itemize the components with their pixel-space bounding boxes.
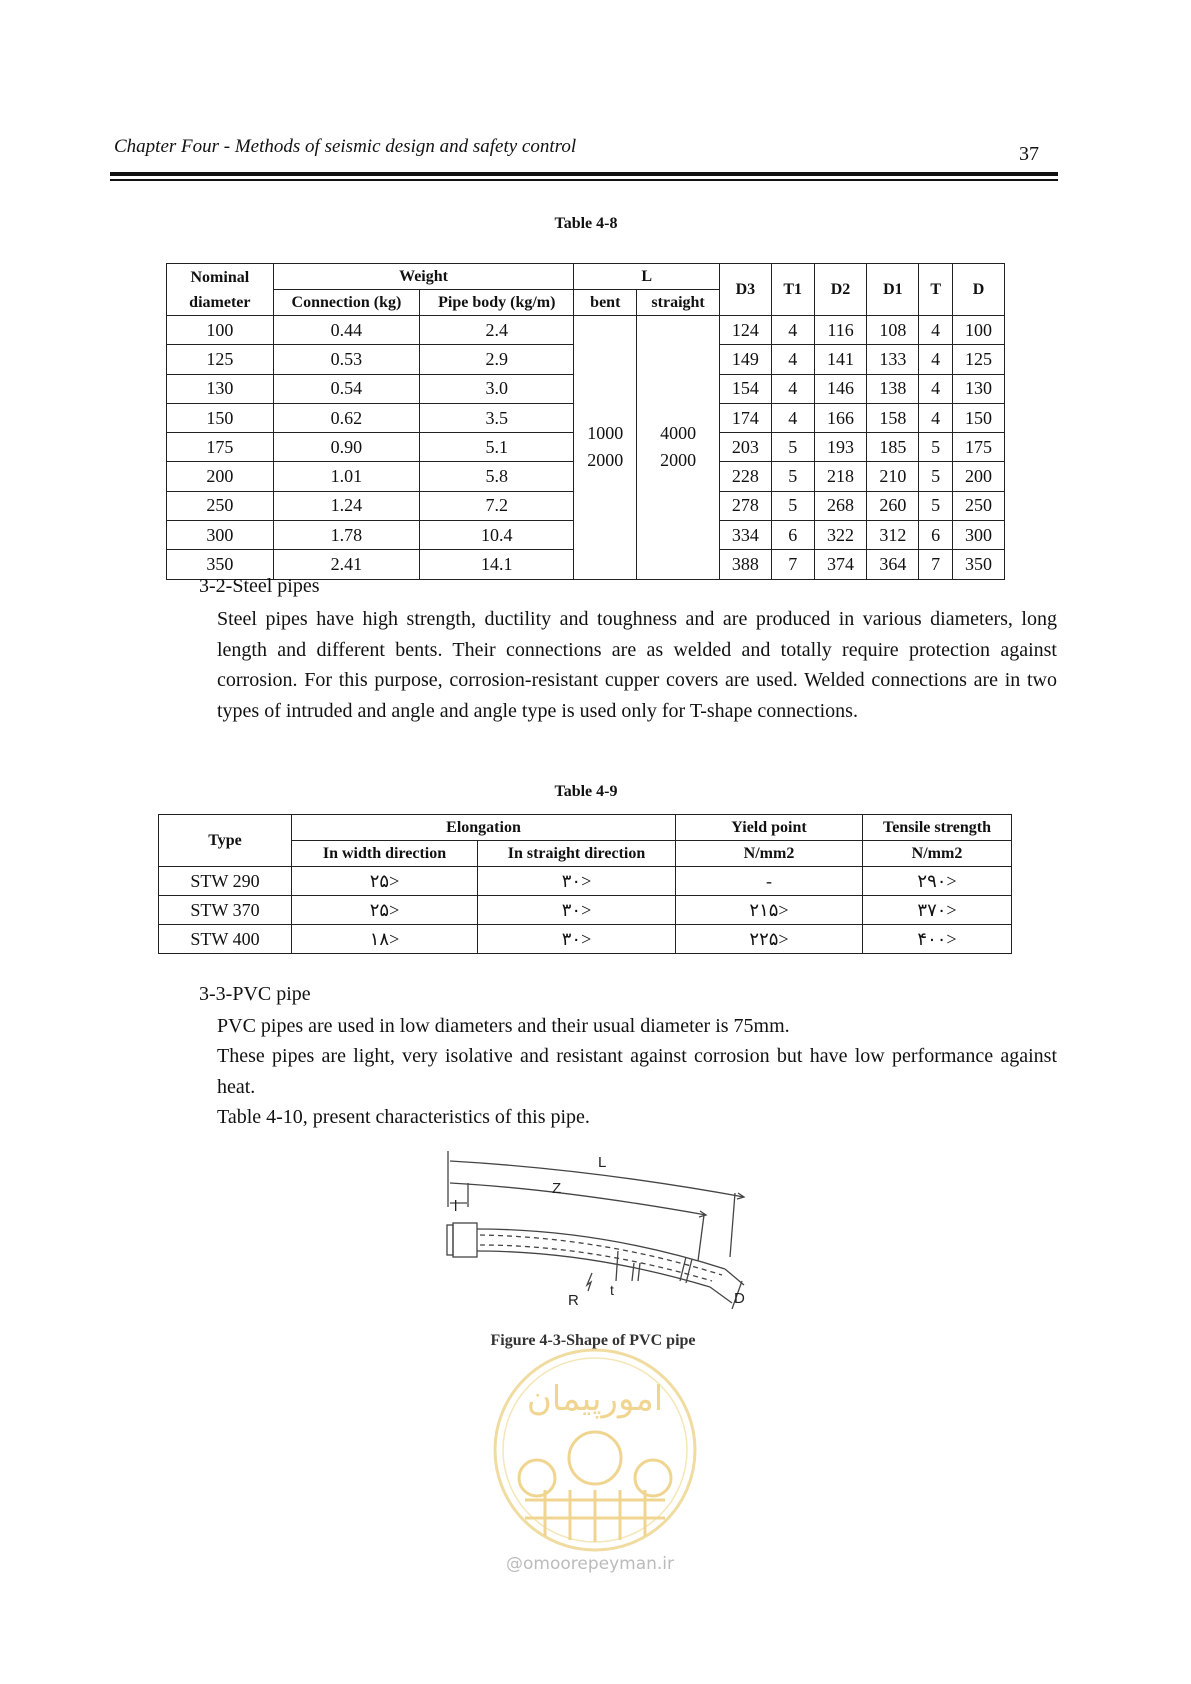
- col-T1: T1: [771, 264, 814, 316]
- cell: 130: [167, 374, 274, 403]
- col-D: D: [953, 264, 1005, 316]
- table-row: [167, 316, 1005, 345]
- cell: 154: [719, 374, 771, 403]
- bent-values: 1000 2000: [574, 316, 637, 580]
- cell: 100: [167, 316, 274, 345]
- watermark-logo-text: امورپیمان: [526, 1379, 664, 1419]
- watermark-text: @omoorepeyman.ir: [505, 1554, 675, 1574]
- cell: ۳۰>: [478, 896, 676, 925]
- cell: 3.5: [420, 403, 574, 432]
- col-yield: Yield point: [676, 815, 863, 841]
- table-row: [159, 867, 1012, 896]
- cell: 5: [771, 462, 814, 491]
- col-L: L: [574, 264, 720, 290]
- cell: 4: [919, 345, 953, 374]
- label-Z: Z: [552, 1180, 562, 1197]
- cell: 138: [867, 374, 919, 403]
- cell: 5: [919, 491, 953, 520]
- cell: 125: [953, 345, 1005, 374]
- cell: 108: [867, 316, 919, 345]
- col-width-direction: In width direction: [292, 841, 478, 867]
- cell: 0.44: [273, 316, 420, 345]
- cell: ۲۵>: [292, 867, 478, 896]
- col-T: T: [919, 264, 953, 316]
- cell: 1.78: [273, 521, 420, 550]
- cell: 300: [953, 521, 1005, 550]
- cell: 7: [919, 550, 953, 579]
- col-pipe-body: Pipe body (kg/m): [420, 290, 574, 316]
- table-row: [159, 925, 1012, 954]
- cell: 0.54: [273, 374, 420, 403]
- page-header-title: Chapter Four - Methods of seismic design and safety control: [114, 136, 577, 157]
- cell: 250: [167, 491, 274, 520]
- cell: 3.0: [420, 374, 574, 403]
- cell: 5: [919, 433, 953, 462]
- cell: 6: [919, 521, 953, 550]
- unit-tensile: N/mm2: [863, 841, 1012, 867]
- cell: -: [676, 867, 863, 896]
- cell: 4: [919, 316, 953, 345]
- label-R: R: [568, 1292, 579, 1309]
- table-4-9-caption: Table 4-9: [554, 783, 618, 800]
- cell: 278: [719, 491, 771, 520]
- cell: 4: [919, 374, 953, 403]
- figure-caption: Figure 4-3-Shape of PVC pipe: [490, 1332, 696, 1349]
- cell: 334: [719, 521, 771, 550]
- cell: 2.4: [420, 316, 574, 345]
- paragraph-pvc-3: Table 4-10, present characteristics of this pipe.: [217, 1106, 590, 1128]
- paragraph-pvc-2: These pipes are light, very isolative and resistant against corrosion but have low performance against heat.: [217, 1045, 1057, 1098]
- cell: 174: [719, 403, 771, 432]
- cell: 2.41: [273, 550, 420, 579]
- paragraph-pvc-1: PVC pipes are used in low diameters and their usual diameter is 75mm.: [217, 1015, 790, 1037]
- cell: 0.90: [273, 433, 420, 462]
- cell: 5: [771, 433, 814, 462]
- cell: 228: [719, 462, 771, 491]
- cell: 364: [867, 550, 919, 579]
- cell: ۳۷۰>: [863, 896, 1012, 925]
- cell: 146: [814, 374, 867, 403]
- label-I: l: [454, 1198, 458, 1215]
- header-rule-thin: [110, 179, 1058, 181]
- header-rule-thick: [110, 172, 1058, 176]
- cell: 0.53: [273, 345, 420, 374]
- label-D: D: [734, 1290, 745, 1307]
- pvc-pipe-figure: [440, 1145, 760, 1315]
- cell: 5.8: [420, 462, 574, 491]
- section-heading-steel: 3-2-Steel pipes: [199, 575, 320, 597]
- cell: 125: [167, 345, 274, 374]
- cell: 200: [167, 462, 274, 491]
- cell: ۲۱۵>: [676, 896, 863, 925]
- table-4-9: [158, 814, 1012, 954]
- col-weight: Weight: [273, 264, 574, 290]
- cell: STW 290: [159, 867, 292, 896]
- cell: 260: [867, 491, 919, 520]
- cell: ۲۲۵>: [676, 925, 863, 954]
- cell: 374: [814, 550, 867, 579]
- unit-yield: N/mm2: [676, 841, 863, 867]
- cell: 158: [867, 403, 919, 432]
- col-tensile: Tensile strength: [863, 815, 1012, 841]
- cell: 388: [719, 550, 771, 579]
- cell: 4: [771, 374, 814, 403]
- cell: 210: [867, 462, 919, 491]
- cell: 203: [719, 433, 771, 462]
- page-number: 37: [1019, 143, 1039, 165]
- straight-values: 4000 2000: [637, 316, 720, 580]
- cell: 322: [814, 521, 867, 550]
- cell: 166: [814, 403, 867, 432]
- cell: 175: [167, 433, 274, 462]
- label-t: t: [610, 1282, 614, 1298]
- cell: ۲۵>: [292, 896, 478, 925]
- cell: 4: [919, 403, 953, 432]
- cell: 2.9: [420, 345, 574, 374]
- cell: 150: [167, 403, 274, 432]
- col-type: Type: [159, 815, 292, 867]
- cell: 0.62: [273, 403, 420, 432]
- paragraph-steel: Steel pipes have high strength, ductility and toughness and are produced in various diameters, long length and different bents. Their connections are as welded and totally require protection against corrosion. For this purpose, corrosion-resistant cupper covers are used. Welded connections are in two types of intruded and angle and angle type is used only for T-shape connections.: [217, 608, 1057, 722]
- cell: 150: [953, 403, 1005, 432]
- cell: 200: [953, 462, 1005, 491]
- cell: ۲۹۰>: [863, 867, 1012, 896]
- col-elongation: Elongation: [292, 815, 676, 841]
- cell: 100: [953, 316, 1005, 345]
- cell: 4: [771, 403, 814, 432]
- table-4-8: [166, 263, 1005, 580]
- cell: 5: [919, 462, 953, 491]
- cell: 4: [771, 345, 814, 374]
- cell: 312: [867, 521, 919, 550]
- cell: 10.4: [420, 521, 574, 550]
- cell: 350: [953, 550, 1005, 579]
- watermark-logo: [485, 1340, 705, 1565]
- cell: 14.1: [420, 550, 574, 579]
- cell: 1.01: [273, 462, 420, 491]
- cell: 218: [814, 462, 867, 491]
- cell: 149: [719, 345, 771, 374]
- cell: 5.1: [420, 433, 574, 462]
- cell: 7.2: [420, 491, 574, 520]
- cell: 1.24: [273, 491, 420, 520]
- col-D3: D3: [719, 264, 771, 316]
- table-4-8-caption: Table 4-8: [554, 215, 618, 232]
- cell: 193: [814, 433, 867, 462]
- label-L: L: [598, 1154, 607, 1171]
- cell: 185: [867, 433, 919, 462]
- table-row: [159, 896, 1012, 925]
- col-D1: D1: [867, 264, 919, 316]
- cell: STW 400: [159, 925, 292, 954]
- cell: 300: [167, 521, 274, 550]
- col-nominal-diameter: Nominal diameter: [167, 264, 274, 316]
- col-connection: Connection (kg): [273, 290, 420, 316]
- cell: 6: [771, 521, 814, 550]
- cell: 130: [953, 374, 1005, 403]
- cell: ۴۰۰>: [863, 925, 1012, 954]
- cell: 250: [953, 491, 1005, 520]
- cell: 116: [814, 316, 867, 345]
- col-D2: D2: [814, 264, 867, 316]
- cell: 4: [771, 316, 814, 345]
- cell: ۱۸>: [292, 925, 478, 954]
- section-heading-pvc: 3-3-PVC pipe: [199, 983, 311, 1005]
- col-straight: straight: [637, 290, 720, 316]
- cell: 133: [867, 345, 919, 374]
- cell: 350: [167, 550, 274, 579]
- col-straight-direction: In straight direction: [478, 841, 676, 867]
- cell: 268: [814, 491, 867, 520]
- cell: ۳۰>: [478, 925, 676, 954]
- cell: 124: [719, 316, 771, 345]
- cell: STW 370: [159, 896, 292, 925]
- cell: 141: [814, 345, 867, 374]
- cell: 175: [953, 433, 1005, 462]
- cell: 7: [771, 550, 814, 579]
- cell: ۳۰>: [478, 867, 676, 896]
- cell: 5: [771, 491, 814, 520]
- col-bent: bent: [574, 290, 637, 316]
